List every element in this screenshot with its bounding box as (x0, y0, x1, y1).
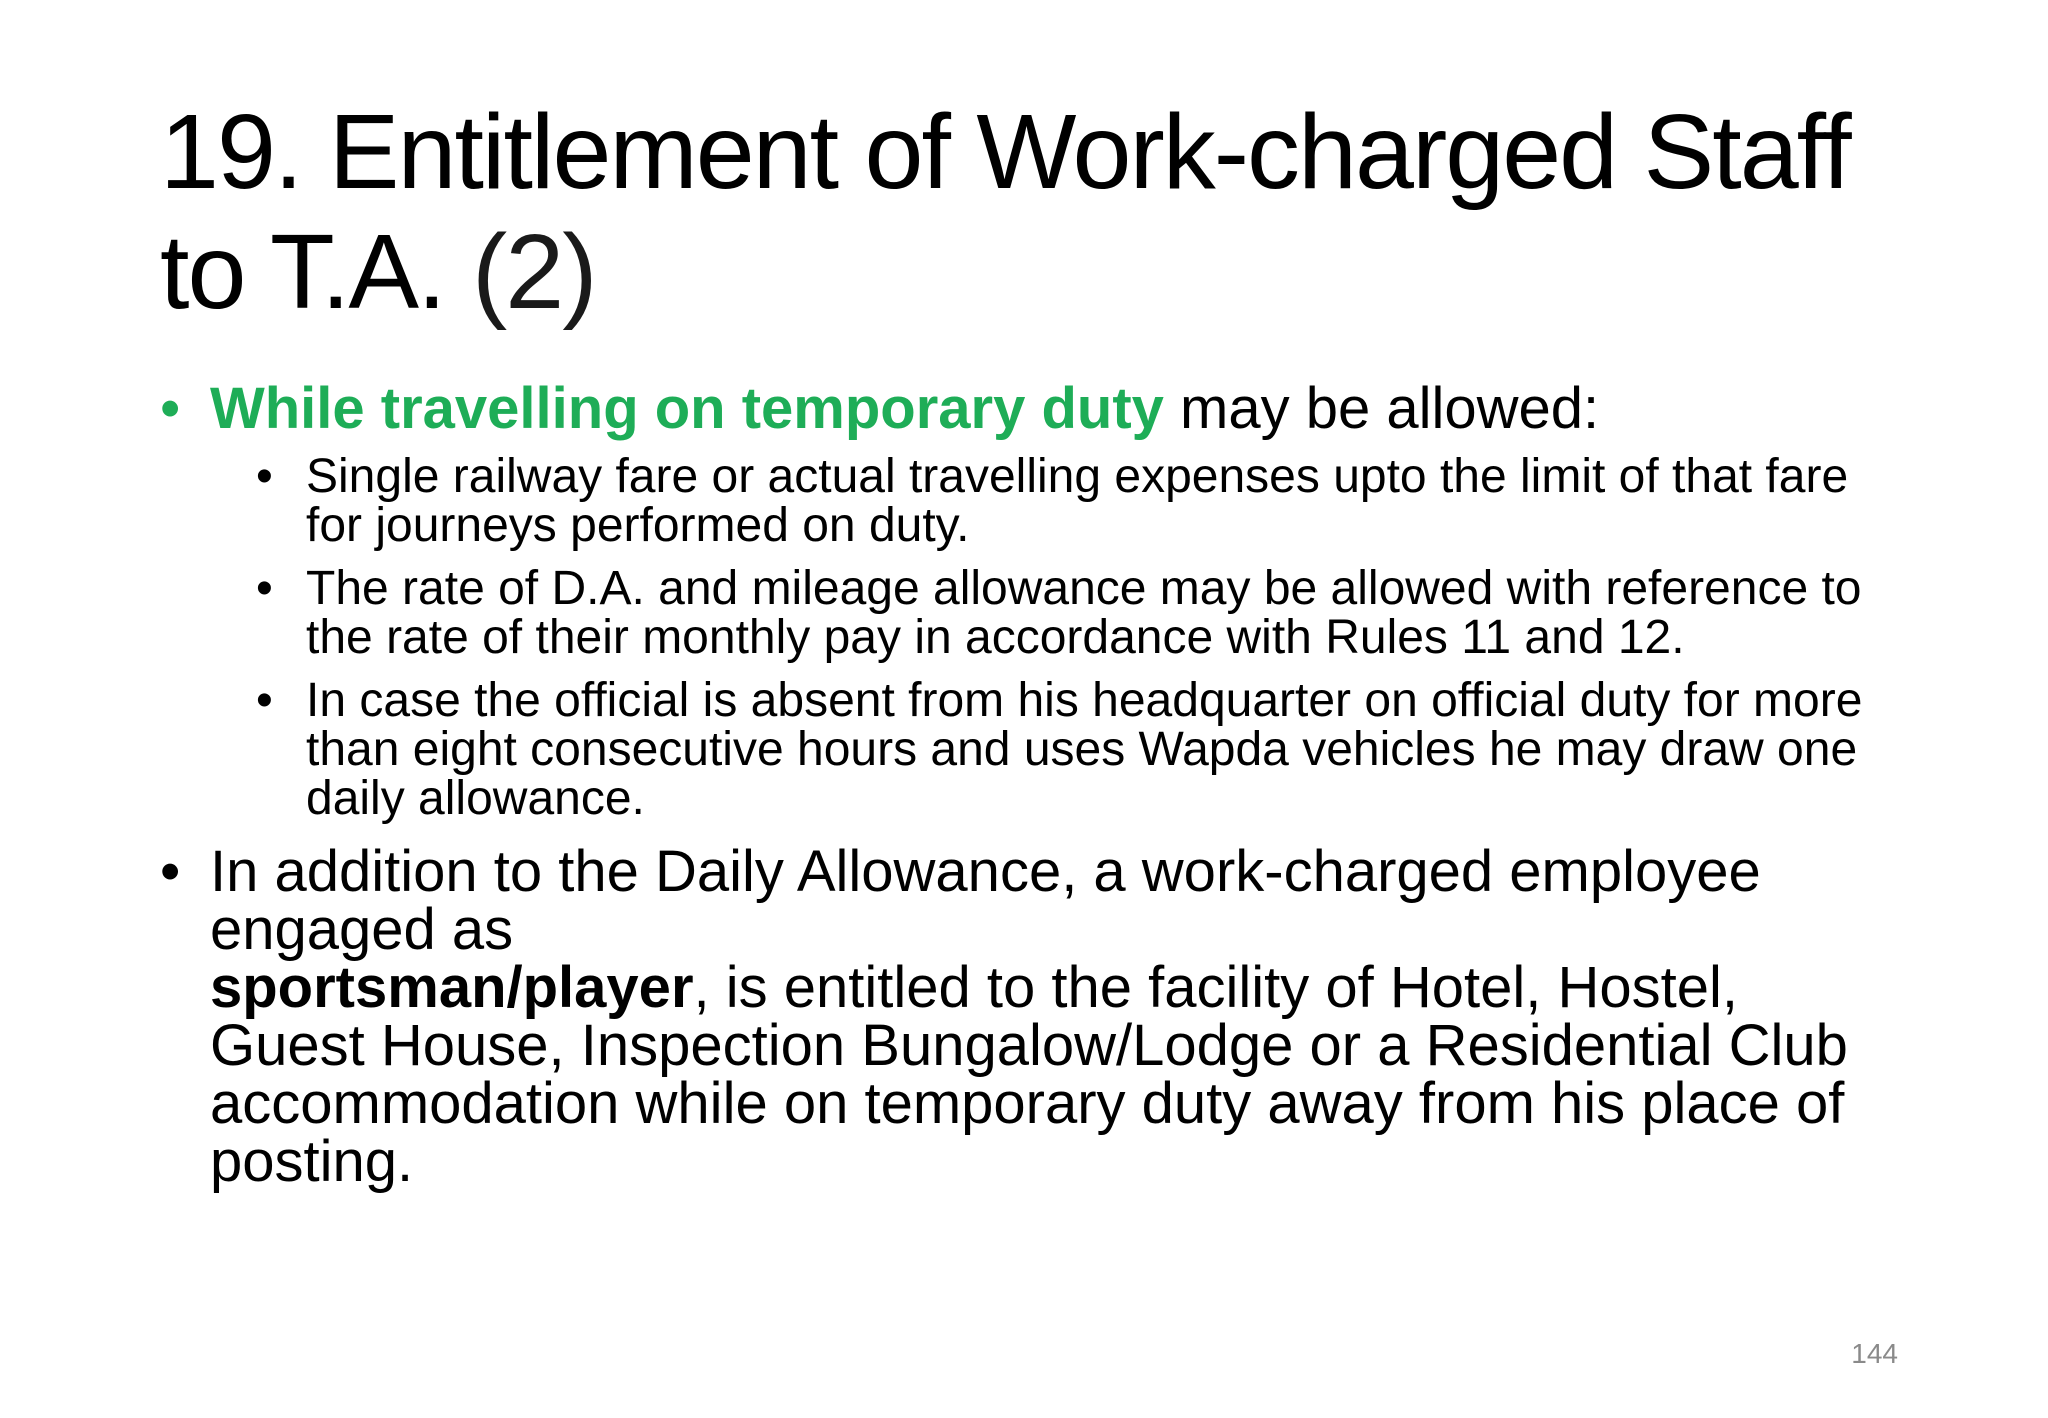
title-line-2: to T.A. (160, 213, 472, 331)
page-number: 144 (1851, 1338, 1898, 1369)
slide-title (160, 92, 1920, 332)
bullet-dot: • (160, 839, 181, 904)
sub-bullet-da-rate (256, 564, 1900, 662)
sub-bullet-dot: • (256, 674, 273, 727)
sub-bullet-text: Single railway fare or actual travelling expenses upto the limit of that fare for journeys performed on duty. (306, 450, 1849, 552)
sub-bullet-railway-fare (256, 452, 1900, 550)
sub-bullet-dot: • (256, 450, 273, 503)
bullet-dot: • (160, 376, 181, 441)
bullet-bold: sportsman/player (210, 955, 694, 1020)
slide-body (160, 376, 1900, 1194)
bullet-sportsman (160, 839, 1900, 1194)
sub-bullet-absent-headquarter (256, 676, 1900, 823)
title-line-1: 19. Entitlement of Work-charged Staff (160, 93, 1850, 211)
bullet-temporary-duty (160, 376, 1900, 441)
bullet-intro: In addition to the Daily Allowance, a work-charged employee engaged as (210, 839, 1761, 962)
bullet-text: , is entitled to the facility of Hotel, Hostel, Guest House, Inspection Bungalow/Lodge or a Residential Club accommodation while on temporary duty away from his place of posting. (210, 955, 1848, 1194)
sub-bullet-text: The rate of D.A. and mileage allowance may be allowed with reference to the rate of their monthly pay in accordance with Rules 11 and 12. (306, 562, 1862, 664)
sub-bullet-dot: • (256, 562, 273, 615)
title-suffix: (2) (472, 213, 596, 331)
sub-bullet-text: In case the official is absent from his headquarter on official duty for more than eight consecutive hours and uses Wapda vehicles he may draw one daily allowance. (306, 674, 1863, 825)
bullet-text: may be allowed: (1163, 376, 1600, 441)
bullet-highlight: While travelling on temporary duty (210, 376, 1164, 441)
